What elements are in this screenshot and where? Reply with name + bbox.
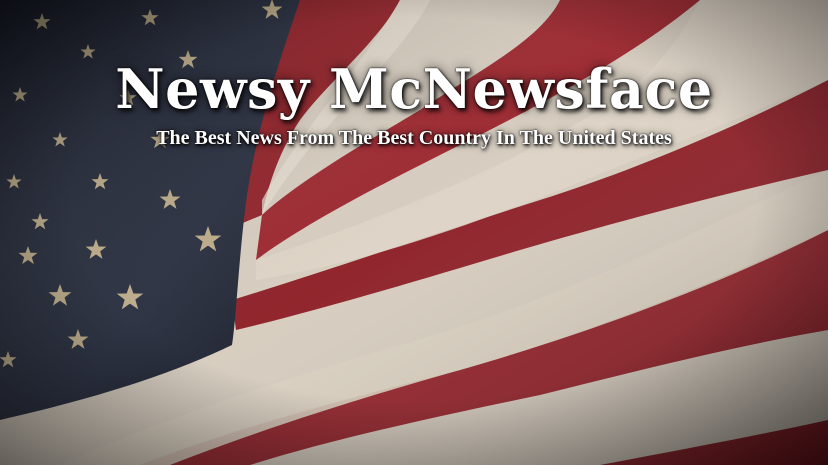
site-title[interactable]: Newsy McNewsface xyxy=(115,57,713,121)
site-tagline: The Best News From The Best Country In The United States xyxy=(156,127,672,149)
